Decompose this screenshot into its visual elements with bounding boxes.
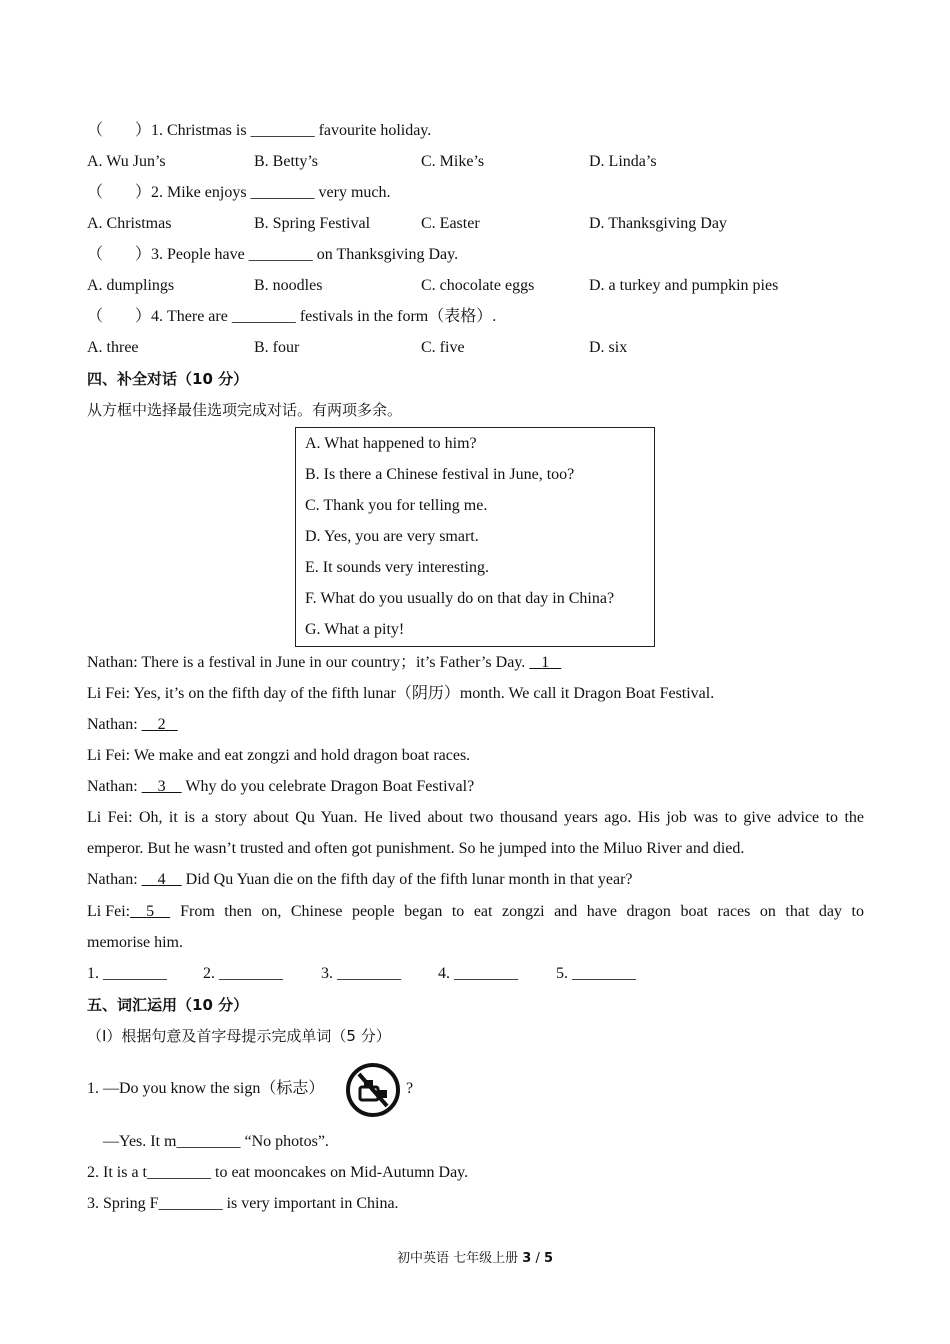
dialogue-line-10: memorise him.	[87, 934, 183, 951]
no-camera-icon	[345, 1062, 401, 1118]
answer-blank-2[interactable]: 2. ________	[203, 965, 283, 982]
part5-heading: 五、词汇运用（10 分）	[87, 996, 249, 1014]
part5-subheading: （Ⅰ）根据句意及首字母提示完成单词（5 分）	[87, 1027, 391, 1045]
dialogue-line-5	[87, 777, 474, 797]
page-footer	[0, 1247, 950, 1266]
q2-option-a: A. Christmas	[87, 215, 172, 232]
part4-instruction: 从方框中选择最佳选项完成对话。有两项多余。	[87, 401, 403, 419]
q4-option-b: B. four	[254, 339, 300, 356]
question-4-stem: （ ）4. There are ________ festivals in the form（表格）.	[87, 308, 497, 325]
box-option-b: B. Is there a Chinese festival in June, too?	[305, 466, 575, 483]
blank-3	[142, 778, 182, 795]
page-separator: /	[535, 1251, 540, 1266]
answer-blank-5[interactable]: 5. ________	[556, 965, 636, 982]
dialogue-line-3	[87, 715, 178, 735]
blank-1-number: 1	[541, 654, 550, 671]
part4-heading: 四、补全对话（10 分）	[87, 370, 249, 388]
options-box	[295, 427, 655, 647]
blank-2	[142, 716, 178, 733]
blank-2-number: 2	[157, 716, 166, 733]
answer-blank-1[interactable]: 1. ________	[87, 965, 167, 982]
q3-option-a: A. dumplings	[87, 277, 175, 294]
dialogue-line-8	[87, 870, 633, 890]
dialogue-text: Why do you celebrate Dragon Boat Festival?	[185, 778, 475, 795]
vocab-question-2: 2. It is a t________ to eat mooncakes on Mid-Autumn Day.	[87, 1164, 469, 1181]
blank-1	[529, 654, 561, 671]
box-option-c: C. Thank you for telling me.	[305, 497, 488, 514]
q3-option-b: B. noodles	[254, 277, 323, 294]
q2-option-b: B. Spring Festival	[254, 215, 371, 232]
q4-option-a: A. three	[87, 339, 139, 356]
speaker: Li Fei:	[87, 903, 131, 920]
dialogue-line-4: Li Fei: We make and eat zongzi and hold dragon boat races.	[87, 747, 471, 764]
blank-4	[142, 871, 182, 888]
speaker: Nathan:	[87, 871, 138, 888]
q1-option-d: D. Linda’s	[589, 153, 657, 170]
vocab-question-3: 3. Spring F________ is very important in China.	[87, 1195, 399, 1212]
q4-option-c: C. five	[421, 339, 465, 356]
dialogue-text: Nathan: There is a festival in June in our country；it’s Father’s Day.	[87, 654, 526, 671]
blank-5	[130, 902, 170, 922]
speaker: Nathan:	[87, 778, 138, 795]
blank-3-number: 3	[157, 778, 166, 795]
q3-option-d: D. a turkey and pumpkin pies	[589, 277, 779, 294]
dialogue-text: From then on, Chinese people began to eat zongzi and have dragon boat races on that day to	[180, 903, 864, 920]
question-2-stem: （ ）2. Mike enjoys ________ very much.	[87, 184, 391, 201]
q2-option-c: C. Easter	[421, 215, 480, 232]
question-1-stem: （ ）1. Christmas is ________ favourite holiday.	[87, 122, 432, 139]
blank-5-number: 5	[146, 903, 155, 920]
box-option-a: A. What happened to him?	[305, 435, 477, 452]
total-pages: 5	[543, 1251, 554, 1266]
blank-4-number: 4	[157, 871, 166, 888]
question-mark: ?	[406, 1080, 414, 1097]
dialogue-line-2: Li Fei: Yes, it’s on the fifth day of the fifth lunar（阴历）month. We call it Dragon Boat Festival.	[87, 685, 715, 702]
box-option-e: E. It sounds very interesting.	[305, 559, 489, 576]
box-option-d: D. Yes, you are very smart.	[305, 528, 479, 545]
dialogue-line-1	[87, 653, 561, 673]
speaker: Nathan:	[87, 716, 138, 733]
dialogue-line-7: emperor. But he wasn’t trusted and often got punishment. So he jumped into the Miluo River and died.	[87, 840, 745, 857]
q1-option-c: C. Mike’s	[421, 153, 485, 170]
current-page: 3	[522, 1251, 532, 1266]
q1-option-b: B. Betty’s	[254, 153, 319, 170]
q4-option-d: D. six	[589, 339, 628, 356]
dialogue-line-9	[87, 902, 864, 922]
dialogue-text: Did Qu Yuan die on the fifth day of the fifth lunar month in that year?	[185, 871, 633, 888]
q2-option-d: D. Thanksgiving Day	[589, 215, 727, 232]
q3-option-c: C. chocolate eggs	[421, 277, 535, 294]
vocab-question-1: 1. —Do you know the sign（标志）	[87, 1080, 325, 1097]
question-3-stem: （ ）3. People have ________ on Thanksgiving Day.	[87, 246, 459, 263]
box-option-f: F. What do you usually do on that day in China?	[305, 590, 615, 607]
footer-text: 初中英语 七年级上册	[396, 1251, 519, 1266]
answer-blank-3[interactable]: 3. ________	[321, 965, 401, 982]
vocab-question-1-answer: —Yes. It m________ “No photos”.	[103, 1133, 329, 1150]
box-option-g: G. What a pity!	[305, 621, 405, 638]
q1-option-a: A. Wu Jun’s	[87, 153, 166, 170]
answer-blank-4[interactable]: 4. ________	[438, 965, 518, 982]
dialogue-line-6: Li Fei: Oh, it is a story about Qu Yuan. He lived about two thousand years ago. His job was to give advice to the	[87, 809, 864, 826]
